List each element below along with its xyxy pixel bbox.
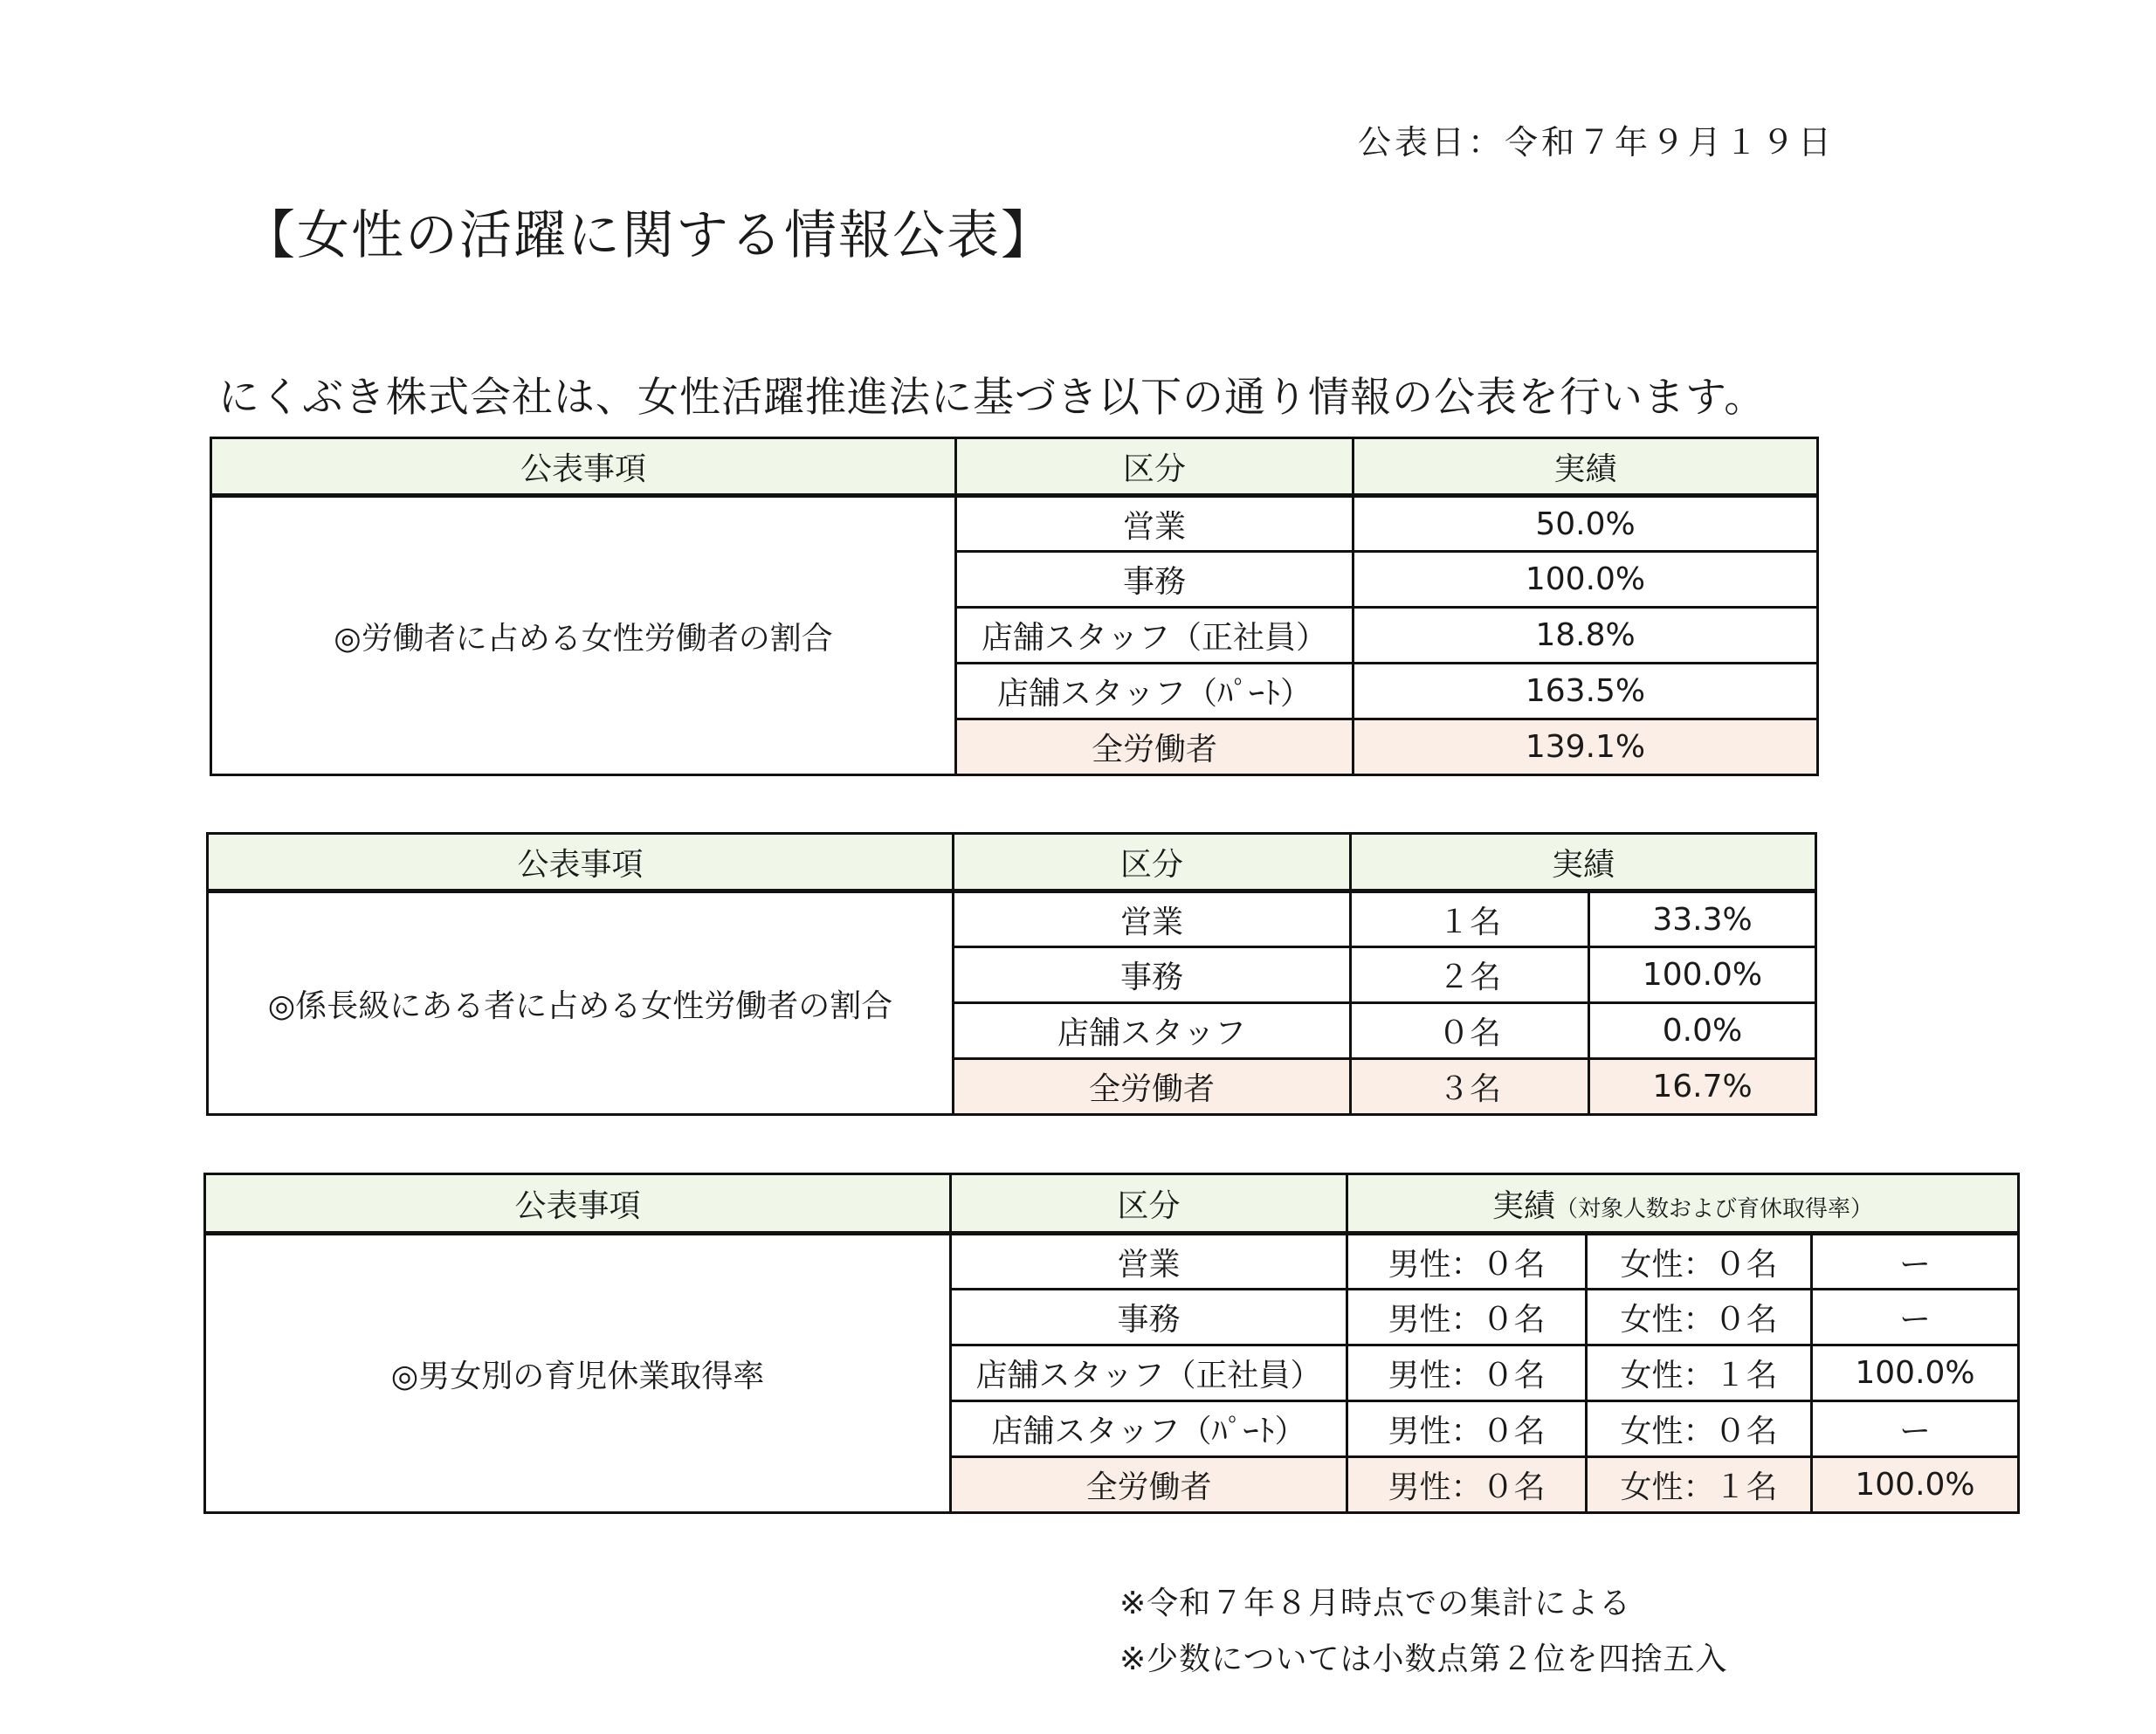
note-aggregation-date: ※令和７年８月時点での集計による xyxy=(1119,1586,1632,1621)
male-cell: 男性：０名 xyxy=(1347,1401,1587,1457)
male-cell: 男性：０名 xyxy=(1347,1290,1587,1345)
header-item: 公表事項 xyxy=(211,438,956,496)
category-cell: 店舗スタッフ（ﾊﾟｰﾄ） xyxy=(956,664,1354,719)
total-category-cell: 全労働者 xyxy=(951,1457,1347,1513)
page-title: 【女性の活躍に関する情報公表】 xyxy=(243,205,1055,266)
intro-text: にくぶき株式会社は、女性活躍推進法に基づき以下の通り情報の公表を行います。 xyxy=(218,374,1767,422)
value-cell: 100.0% xyxy=(1354,552,1818,608)
female-supervisor-ratio-table xyxy=(206,832,1817,1116)
item-label: ◎男女別の育児休業取得率 xyxy=(205,1234,951,1513)
header-item: 公表事項 xyxy=(205,1174,951,1234)
header-result xyxy=(1347,1174,2019,1234)
male-cell: 男性：０名 xyxy=(1347,1345,1587,1401)
category-cell: 営業 xyxy=(956,496,1354,552)
total-category-cell: 全労働者 xyxy=(954,1059,1351,1115)
category-cell: 店舗スタッフ xyxy=(954,1003,1351,1059)
category-cell: 店舗スタッフ（正社員） xyxy=(956,608,1354,664)
female-cell: 女性：１名 xyxy=(1587,1345,1812,1401)
value-cell: 163.5% xyxy=(1354,664,1818,719)
category-cell: 営業 xyxy=(951,1234,1347,1290)
total-value-cell: 139.1% xyxy=(1354,719,1818,775)
total-count-cell: ３名 xyxy=(1351,1059,1589,1115)
total-category-cell: 全労働者 xyxy=(956,719,1354,775)
category-cell: 事務 xyxy=(951,1290,1347,1345)
header-result: 実績 xyxy=(1354,438,1818,496)
item-label: ◎労働者に占める女性労働者の割合 xyxy=(211,496,956,775)
total-rate-cell: 100.0% xyxy=(1812,1457,2019,1513)
publication-date: 公表日：令和７年９月１９日 xyxy=(1358,123,1836,162)
count-cell: １名 xyxy=(1351,891,1589,947)
category-cell: 営業 xyxy=(954,891,1351,947)
female-cell: 女性：０名 xyxy=(1587,1401,1812,1457)
count-cell: ０名 xyxy=(1351,1003,1589,1059)
category-cell: 事務 xyxy=(954,947,1351,1003)
female-cell: 女性：０名 xyxy=(1587,1290,1812,1345)
childcare-leave-rate-table xyxy=(203,1173,2020,1514)
rate-cell: 100.0% xyxy=(1589,947,1816,1003)
header-category: 区分 xyxy=(954,834,1351,891)
rate-cell: 0.0% xyxy=(1589,1003,1816,1059)
header-result-sub: （対象人数および育休取得率） xyxy=(1555,1195,1874,1222)
category-cell: 事務 xyxy=(956,552,1354,608)
item-label: ◎係長級にある者に占める女性労働者の割合 xyxy=(208,891,954,1115)
header-result: 実績 xyxy=(1351,834,1816,891)
value-cell: 50.0% xyxy=(1354,496,1818,552)
note-rounding: ※少数については小数点第２位を四捨五入 xyxy=(1119,1641,1728,1677)
rate-cell: ー xyxy=(1812,1290,2019,1345)
female-worker-ratio-table xyxy=(210,437,1819,776)
total-female-cell: 女性：１名 xyxy=(1587,1457,1812,1513)
total-male-cell: 男性：０名 xyxy=(1347,1457,1587,1513)
rate-cell: ー xyxy=(1812,1234,2019,1290)
total-rate-cell: 16.7% xyxy=(1589,1059,1816,1115)
header-category: 区分 xyxy=(951,1174,1347,1234)
header-item: 公表事項 xyxy=(208,834,954,891)
header-category: 区分 xyxy=(956,438,1354,496)
male-cell: 男性：０名 xyxy=(1347,1234,1587,1290)
value-cell: 18.8% xyxy=(1354,608,1818,664)
rate-cell: 33.3% xyxy=(1589,891,1816,947)
count-cell: ２名 xyxy=(1351,947,1589,1003)
female-cell: 女性：０名 xyxy=(1587,1234,1812,1290)
rate-cell: 100.0% xyxy=(1812,1345,2019,1401)
category-cell: 店舗スタッフ（正社員） xyxy=(951,1345,1347,1401)
category-cell: 店舗スタッフ（ﾊﾟｰﾄ） xyxy=(951,1401,1347,1457)
rate-cell: ー xyxy=(1812,1401,2019,1457)
header-result-label: 実績 xyxy=(1491,1187,1555,1224)
